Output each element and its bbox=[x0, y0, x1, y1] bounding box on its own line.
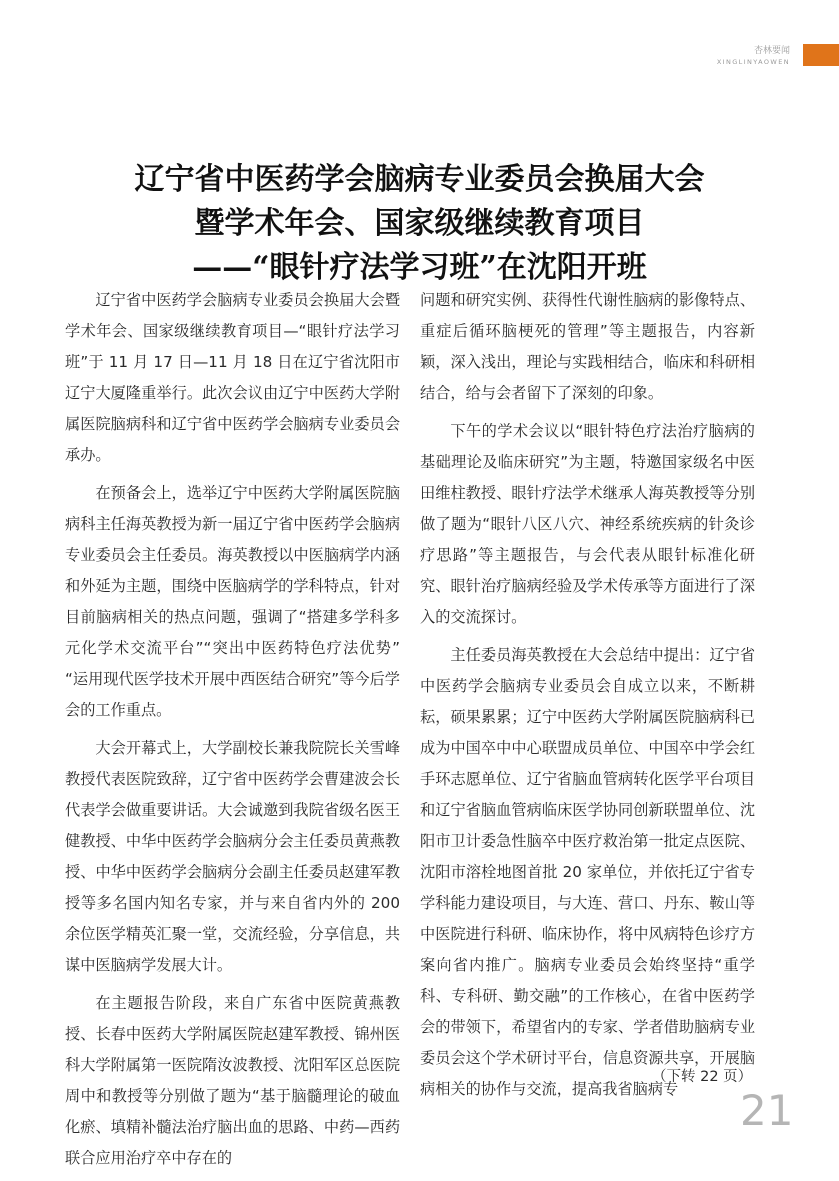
continued-on-page-note: （下转 22 页） bbox=[652, 1069, 753, 1085]
page-number: 21 bbox=[740, 1086, 794, 1135]
accent-tab bbox=[803, 44, 839, 66]
paragraph: 在预备会上，选举辽宁中医药大学附属医院脑病科主任海英教授为新一届辽宁省中医药学会脑病专业委员会主任委员。海英教授以中医脑病学内涵和外延为主题，围绕中医脑病学的学科特点，针对目前脑病相关的热点问题，强调了“搭建多学科多元化学术交流平台”“突出中医药特色疗法优势” “运用现代医学技术开展中西医结合研究”等今后学会的工作重点。 bbox=[65, 484, 400, 719]
left-column bbox=[65, 285, 400, 1181]
paragraph: 下午的学术会议以“眼针特色疗法治疗脑病的基础理论及临床研究”为主题，特邀国家级名中医田维柱教授、眼针疗法学术继承人海英教授等分别做了题为“眼针八区八穴、神经系统疾病的针灸诊疗思路”等主题报告，与会代表从眼针标准化研究、眼针治疗脑病经验及学术传承等方面进行了深入的交流探讨。 bbox=[420, 422, 755, 626]
paragraph: 辽宁省中医药学会脑病专业委员会换届大会暨学术年会、国家级继续教育项目—“眼针疗法学习班”于 11 月 17 日—11 月 18 日在辽宁省沈阳市辽宁大厦隆重举行。此次会议由辽宁中医药大学附属医院脑病科和辽宁省中医药学会脑病专业委员会承办。 bbox=[65, 291, 400, 464]
title-line-2: 暨学术年会、国家级继续教育项目 bbox=[194, 206, 645, 242]
title-line-1: 辽宁省中医药学会脑病专业委员会换届大会 bbox=[134, 162, 705, 198]
title-line-3: ——“眼针疗法学习班”在沈阳开班 bbox=[192, 250, 647, 286]
article-title bbox=[40, 158, 799, 290]
paragraph: 主任委员海英教授在大会总结中提出：辽宁省中医药学会脑病专业委员会自成立以来，不断耕耘，硕果累累；辽宁中医药大学附属医院脑病科已成为中国卒中中心联盟成员单位、中国卒中学会红手环志愿单位、辽宁省脑血管病转化医学平台项目和辽宁省脑血管病临床医学协同创新联盟单位、沈阳市卫计委急性脑卒中医疗救治第一批定点医院、沈阳市溶栓地图首批 20 家单位，并依托辽宁省专学科能力建设项目，与大连、营口、丹东、鞍山等中医院进行科研、临床协作，将中风病特色诊疗方案向省内推广。脑病专业委员会始终坚持“重学科、专科研、勤交融”的工作核心，在省中医药学会的带领下，希望省内的专家、学者借助脑病专业委员会这个学术研讨平台，信息资源共享，开展脑病相关的协作与交流，提高我省脑病专 bbox=[420, 646, 755, 1098]
paragraph: 大会开幕式上，大学副校长兼我院院长关雪峰教授代表医院致辞，辽宁省中医药学会曹建波会长代表学会做重要讲话。大会诚邀到我院省级名医王健教授、中华中医药学会脑病分会主任委员黄燕教授、中华中医药学会脑病分会副主任委员赵建军教授等多名国内知名专家，并与来自省内外的 200 余位医学精英汇聚一堂，交流经验，分享信息，共谋中医脑病学发展大计。 bbox=[65, 739, 400, 974]
paragraph: 在主题报告阶段，来自广东省中医院黄燕教授、长春中医药大学附属医院赵建军教授、锦州医科大学附属第一医院隋汝波教授、沈阳军区总医院周中和教授等分别做了题为“基于脑髓理论的破血化瘀、填精补髓法治疗脑出血的思路、中药—西药联合应用治疗卒中存在的 bbox=[65, 994, 400, 1167]
header-brand bbox=[717, 46, 790, 67]
paragraph-continued: 问题和研究实例、获得性代谢性脑病的影像特点、重症后循环脑梗死的管理”等主题报告，内容新颖，深入浅出，理论与实践相结合，临床和科研相结合，给与会者留下了深刻的印象。 bbox=[420, 291, 755, 402]
column-name-en: XINGLINYAOWEN bbox=[716, 58, 790, 66]
column-name-cn: 杏林要闻 bbox=[753, 46, 790, 56]
right-column bbox=[420, 285, 755, 1112]
